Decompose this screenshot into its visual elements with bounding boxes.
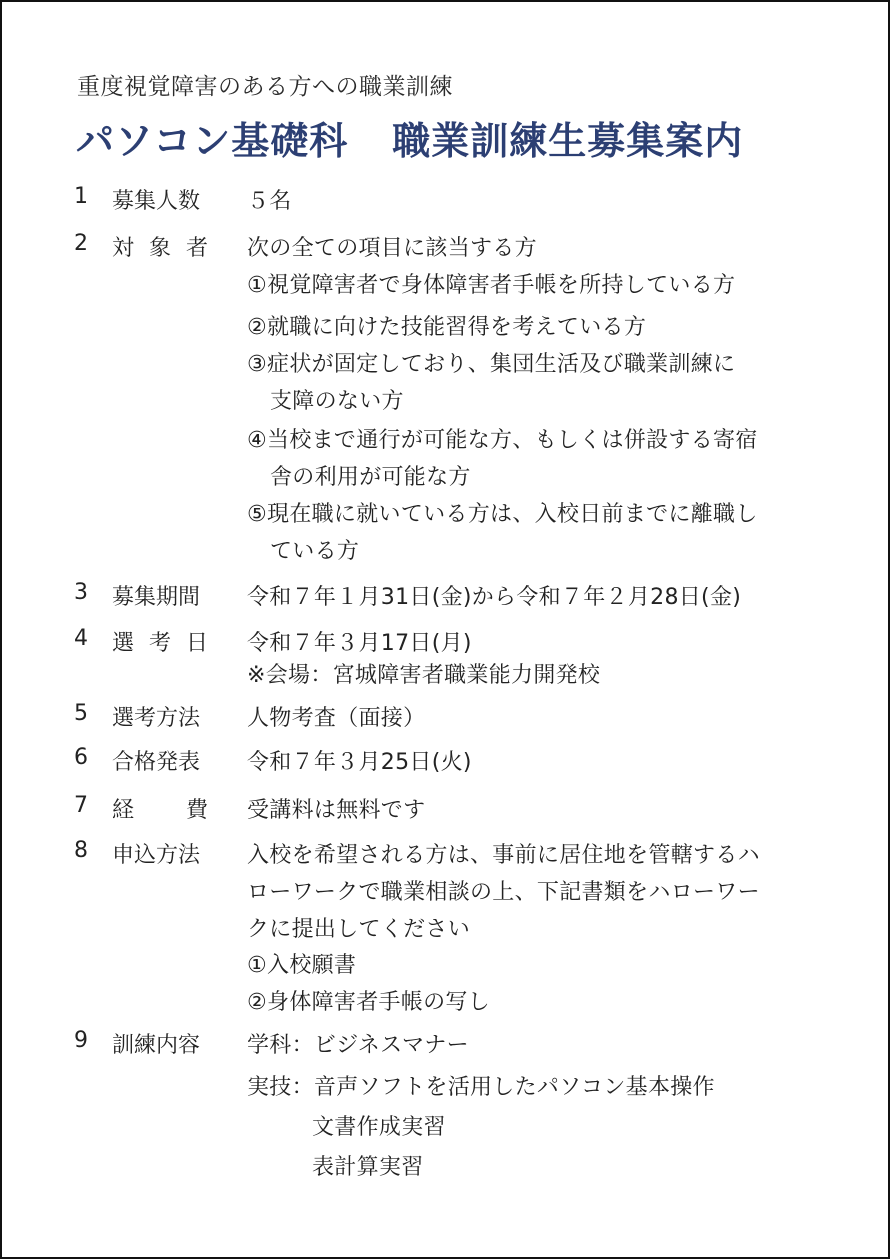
item-label-result-announcement: 合格発表: [112, 750, 201, 775]
item-value: 次の全ての項目に該当する方: [247, 236, 537, 261]
item-number: 2: [74, 231, 88, 256]
item-value: ローワークで職業相談の上、下記書類をハローワー: [247, 880, 760, 905]
required-document: ①入校願書: [247, 953, 357, 978]
item-value: 令和７年３月17日(月): [247, 631, 472, 656]
item-value-venue: ※会場：宮城障害者職業能力開発校: [247, 663, 601, 688]
item-label-expenses: 経 費: [112, 798, 208, 823]
required-document: ②身体障害者手帳の写し: [247, 990, 491, 1015]
page-subtitle: 重度視覚障害のある方への職業訓練: [77, 74, 453, 100]
item-value: 人物考査（面接）: [247, 706, 426, 731]
training-practice-item: 表計算実習: [312, 1155, 424, 1180]
training-practice: 実技：音声ソフトを活用したパソコン基本操作: [247, 1075, 715, 1100]
item-number: 5: [74, 701, 88, 726]
item-value: ５名: [247, 189, 292, 214]
item-number: 6: [74, 745, 88, 770]
item-label-training-content: 訓練内容: [112, 1033, 201, 1058]
item-value: クに提出してください: [247, 917, 471, 942]
item-value: 令和７年３月25日(火): [247, 750, 472, 775]
item-number: 3: [74, 580, 88, 605]
item-label-application-method: 申込方法: [112, 843, 201, 868]
item-number: 4: [74, 626, 88, 651]
item-value: 入校を希望される方は、事前に居住地を管轄するハ: [247, 843, 760, 868]
eligibility-condition-continued: ている方: [270, 539, 360, 564]
item-value: 令和７年１月31日(金)から令和７年２月28日(金): [247, 585, 742, 610]
training-subject: 学科：ビジネスマナー: [247, 1033, 469, 1058]
item-label-selection-method: 選考方法: [112, 706, 201, 731]
item-number: 9: [74, 1028, 88, 1053]
eligibility-condition: ②就職に向けた技能習得を考えている方: [247, 315, 647, 340]
eligibility-condition: ③症状が固定しており、集団生活及び職業訓練に: [247, 352, 736, 377]
eligibility-condition: ①視覚障害者で身体障害者手帳を所持している方: [247, 273, 736, 298]
training-practice-item: 文書作成実習: [312, 1115, 446, 1140]
eligibility-condition: ⑤現在職に就いている方は、入校日前までに離職し: [247, 502, 758, 527]
title-recruitment-guide: 職業訓練生募集案内: [392, 119, 744, 163]
item-number: 7: [74, 793, 88, 818]
title-course-name: パソコン基礎科: [76, 119, 349, 163]
item-label-recruitment-period: 募集期間: [112, 585, 201, 610]
eligibility-condition-continued: 支障のない方: [270, 389, 404, 414]
item-number: 8: [74, 838, 88, 863]
eligibility-condition-continued: 舎の利用が可能な方: [270, 465, 471, 490]
eligibility-condition: ④当校まで通行が可能な方、もしくは併設する寄宿: [247, 428, 758, 453]
item-label-recruitment-number: 募集人数: [112, 189, 201, 214]
page-title: [76, 110, 743, 165]
item-label-selection-date: 選 考 日: [112, 631, 208, 656]
item-number: 1: [74, 184, 88, 209]
item-value: 受講料は無料です: [247, 798, 426, 823]
item-label-eligibility: 対 象 者: [112, 236, 208, 261]
